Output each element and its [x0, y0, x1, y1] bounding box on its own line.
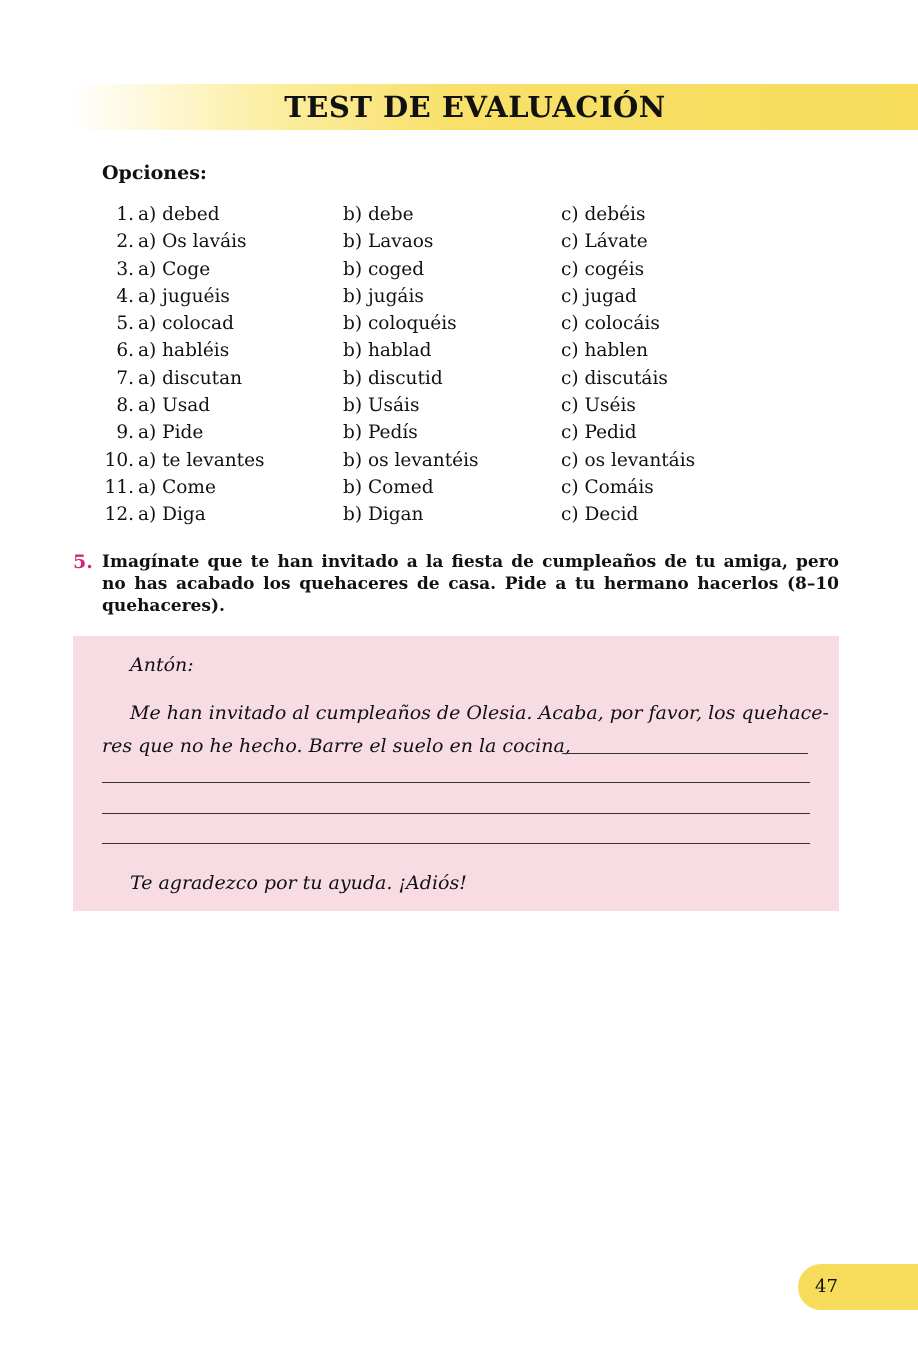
answer-box	[73, 636, 839, 911]
letter-text-line: Me han invitado al cumpleaños de Olesia. Acaba, por favor, los quehace-	[130, 702, 829, 724]
option-row	[102, 283, 802, 310]
option-b: b) coloquéis	[343, 313, 457, 335]
option-row	[102, 447, 802, 474]
option-a: a) discutan	[138, 367, 243, 389]
option-b: b) Lavaos	[343, 231, 434, 253]
option-row	[102, 310, 802, 337]
option-a: a) Coge	[138, 258, 211, 280]
option-b: b) Pedís	[343, 422, 418, 444]
option-number: 1.	[116, 204, 134, 225]
option-number: 7.	[116, 367, 134, 389]
options-heading: Opciones:	[102, 162, 207, 184]
option-number: 6.	[116, 340, 134, 362]
option-b: b) Usáis	[343, 395, 420, 417]
option-number: 8.	[116, 395, 134, 417]
option-c: c) Decid	[561, 504, 639, 526]
option-number: 12.	[104, 504, 134, 526]
option-b: b) discutid	[343, 367, 443, 389]
header-band	[72, 84, 918, 130]
option-b: b) os levantéis	[343, 449, 479, 471]
letter-closing: Te agradezco por tu ayuda. ¡Adiós!	[130, 872, 467, 894]
option-a: a) colocad	[138, 313, 234, 335]
option-c: c) os levantáis	[561, 449, 696, 471]
option-row	[102, 474, 802, 501]
option-a: a) Os laváis	[138, 231, 247, 253]
answer-blank[interactable]	[102, 813, 810, 814]
option-number: 2.	[116, 231, 134, 253]
option-a: a) juguéis	[138, 285, 230, 307]
option-c: c) Comáis	[561, 476, 654, 498]
option-row	[102, 419, 802, 446]
option-row	[102, 228, 802, 255]
answer-blank[interactable]	[562, 753, 808, 754]
option-number: 5.	[116, 313, 134, 335]
option-row	[102, 501, 802, 528]
option-row	[102, 256, 802, 283]
option-c: c) cogéis	[561, 258, 645, 280]
letter-text-line: res que no he hecho. Barre el suelo en la cocina,	[102, 735, 571, 757]
page-number: 47	[815, 1276, 838, 1297]
option-a: a) Usad	[138, 395, 211, 417]
option-c: c) discutáis	[561, 367, 668, 389]
option-number: 4.	[116, 285, 134, 307]
answer-blank[interactable]	[102, 782, 810, 783]
option-c: c) Lávate	[561, 231, 648, 253]
option-b: b) Digan	[343, 504, 424, 526]
page-number-tab	[798, 1264, 918, 1310]
option-a: a) Pide	[138, 422, 204, 444]
option-number: 11.	[104, 476, 134, 498]
option-a: a) debed	[138, 204, 220, 225]
option-b: b) hablad	[343, 340, 432, 362]
option-c: c) hablen	[561, 340, 649, 362]
speaker-name: Antón:	[130, 654, 194, 676]
option-b: b) debe	[343, 204, 414, 225]
option-a: a) habléis	[138, 340, 230, 362]
option-c: c) jugad	[561, 285, 637, 307]
option-c: c) Pedid	[561, 422, 637, 444]
option-c: c) colocáis	[561, 313, 660, 335]
option-number: 9.	[116, 422, 134, 444]
task-instructions: Imagínate que te han invitado a la fiesta de cumpleaños de tu amiga, pero no has acabado los quehaceres de casa. Pide a tu hermano hacerlos (8–10 quehaceres).	[102, 552, 839, 616]
task-number: 5.	[73, 551, 93, 573]
options-list	[102, 201, 802, 529]
option-number: 3.	[116, 258, 134, 280]
option-row	[102, 392, 802, 419]
answer-blank[interactable]	[102, 843, 810, 844]
option-a: a) Diga	[138, 504, 206, 526]
option-b: b) coged	[343, 258, 425, 280]
option-number: 10.	[104, 449, 134, 471]
option-c: c) debéis	[561, 204, 646, 225]
option-row	[102, 337, 802, 364]
option-c: c) Uséis	[561, 395, 636, 417]
option-a: a) te levantes	[138, 449, 265, 471]
option-b: b) Comed	[343, 476, 434, 498]
option-row	[102, 201, 802, 228]
option-row	[102, 365, 802, 392]
option-a: a) Come	[138, 476, 216, 498]
option-b: b) jugáis	[343, 285, 424, 307]
page-title: TEST DE EVALUACIÓN	[284, 90, 666, 124]
